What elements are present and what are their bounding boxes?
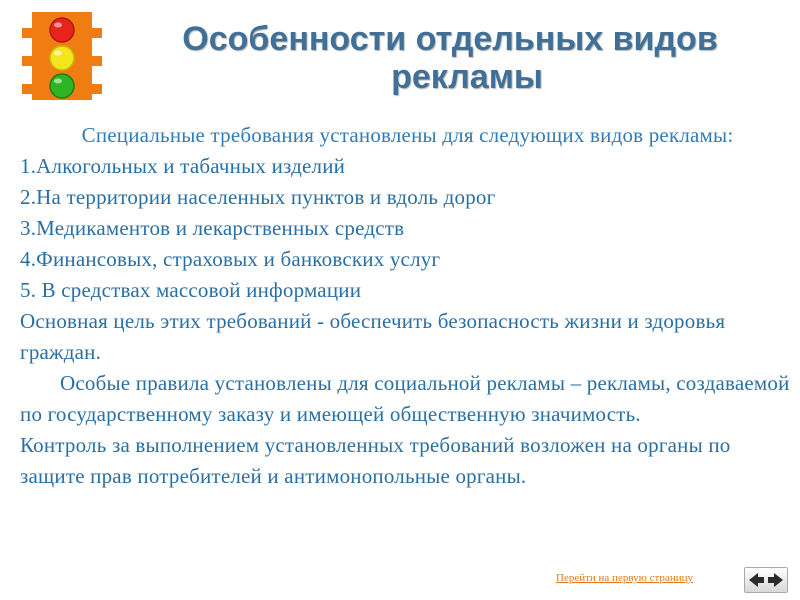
slide-title [110,20,790,96]
title-line-1: Особенности отдельных видов [182,20,718,58]
social-advertising-paragraph: Особые правила установлены для социальной рекламы – рекламы, создаваемой по государственному заказу и имеющей общественную значимость. [20,371,790,426]
list-item: 2.На территории населенных пунктов и вдоль дорог [20,185,496,209]
title-line-2: рекламы [391,58,543,96]
traffic-light-icon [22,8,102,102]
list-item: 1.Алкогольных и табачных изделий [20,154,346,178]
navigation-button[interactable] [744,567,788,593]
list-item: 4.Финансовых, страховых и банковских услуг [20,247,441,271]
slide-body [20,120,795,492]
goal-paragraph: Основная цель этих требований - обеспечить безопасность жизни и здоровья граждан. [20,309,726,364]
list-item: 5. В средствах массовой информации [20,278,362,302]
control-paragraph: Контроль за выполнением установленных требований возложен на органы по защите прав потребителей и антимонопольные органы. [20,433,731,488]
intro-text: Специальные требования установлены для следующих видов рекламы: [81,123,734,147]
list-item: 3.Медикаментов и лекарственных средств [20,216,405,240]
left-right-arrows-icon [745,568,787,592]
first-page-link[interactable]: Перейти на первую страницу [556,572,693,584]
